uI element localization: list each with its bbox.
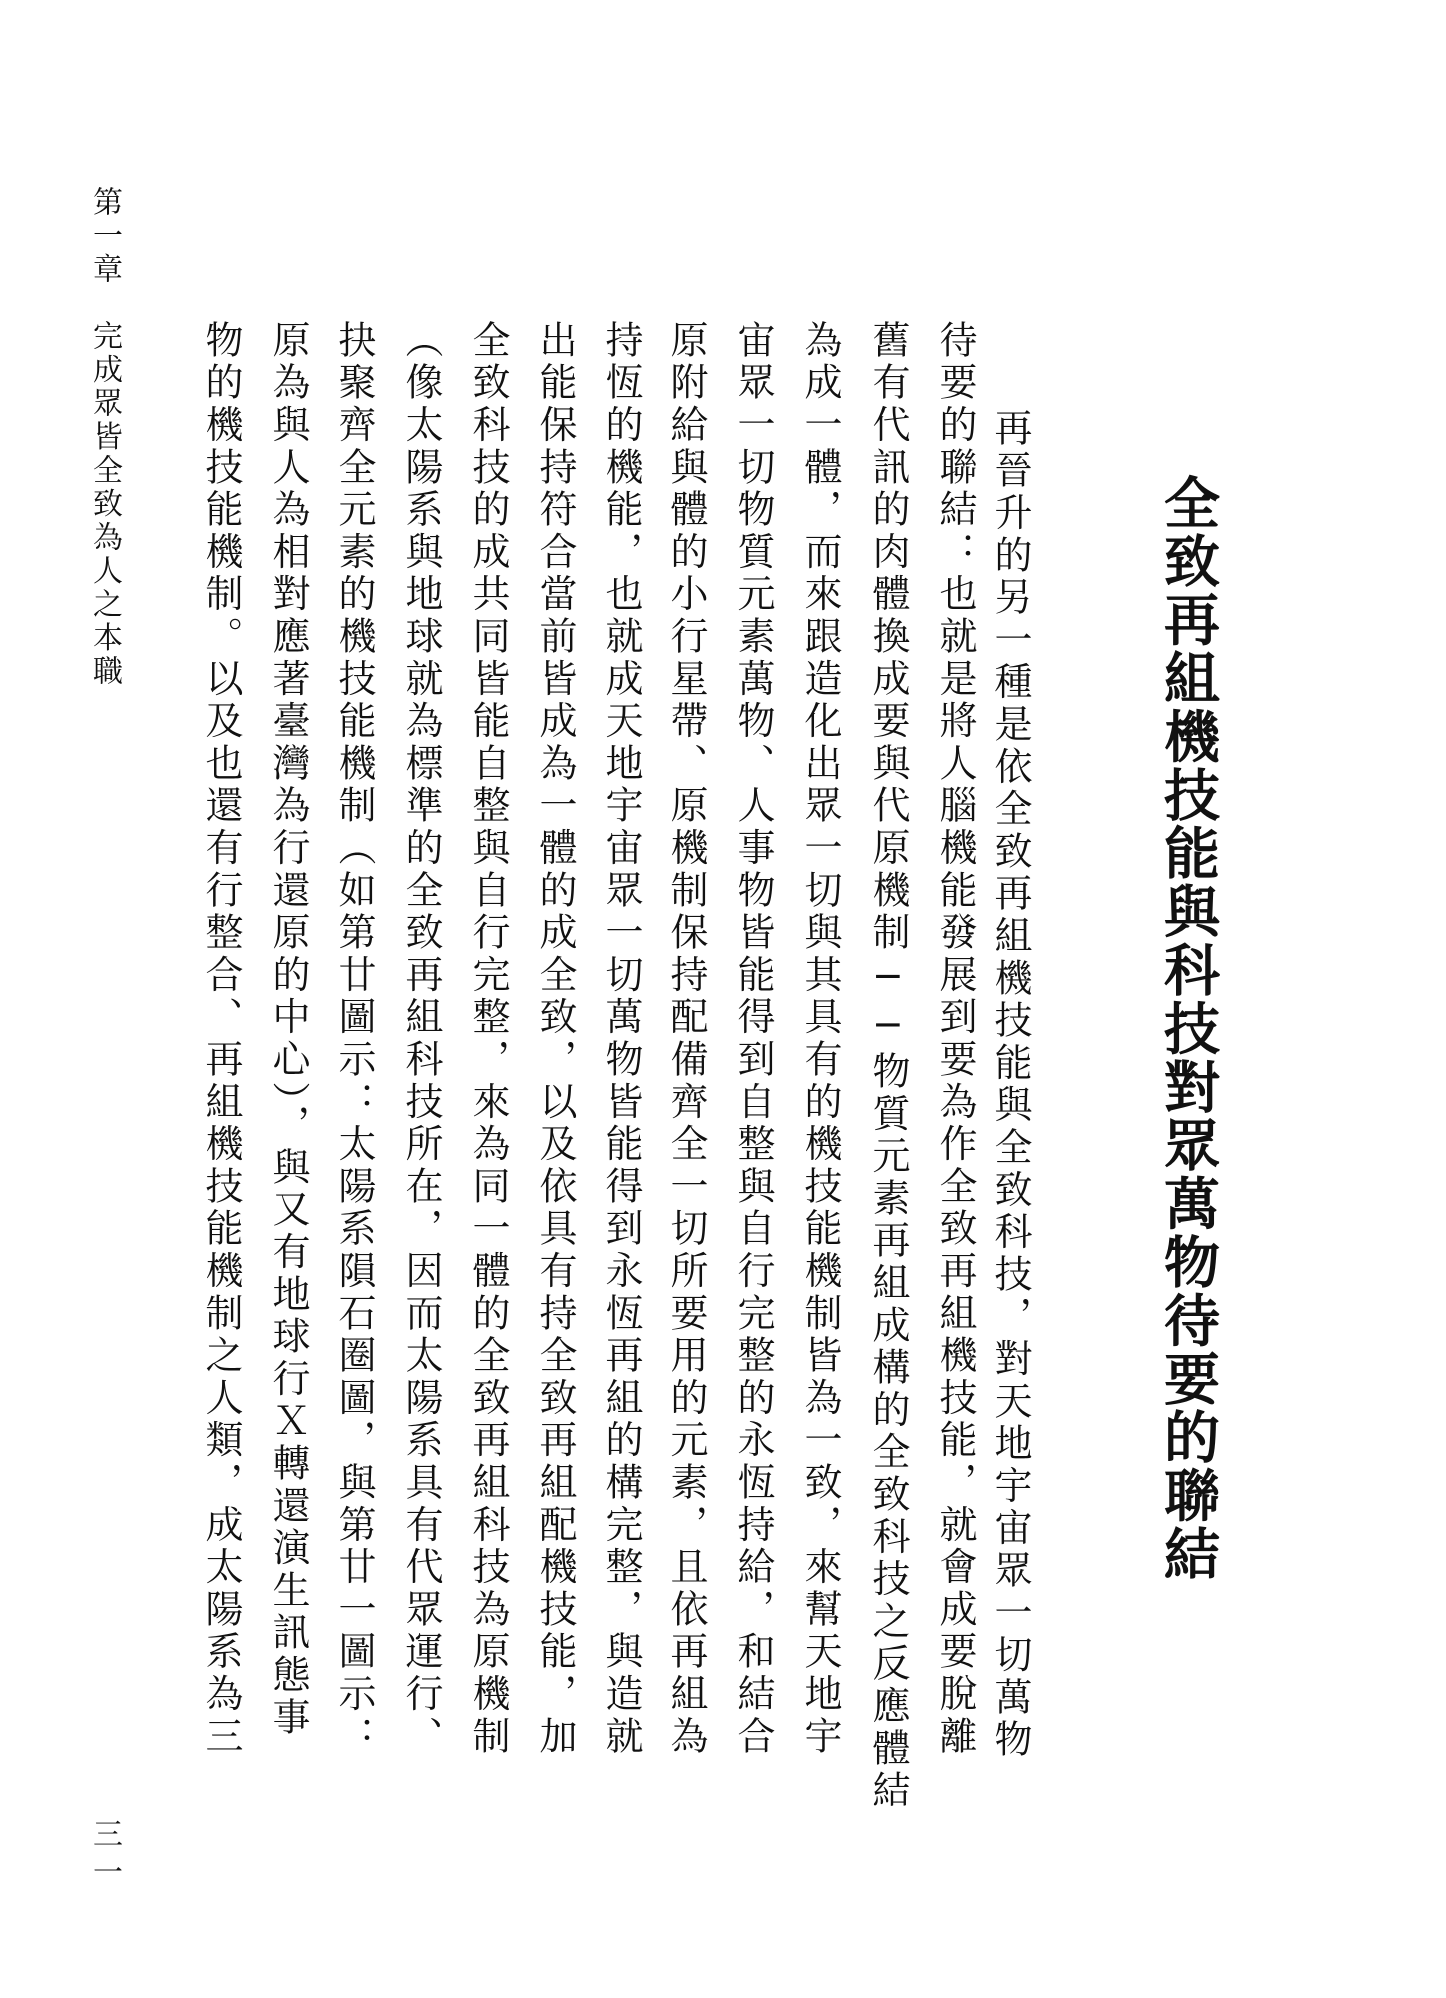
text-column: 全致科技的成共同皆能自整與自行完整，來為同一體的全致再組科技為原機制 — [466, 320, 510, 1759]
text-column: 物的機技能機制。以及也還有行整合、再組機技能機制之人類，成太陽系為三 — [199, 320, 243, 1759]
text-column: （像太陽系與地球就為標準的全致再組科技所在，因而太陽系具有代眾運行、 — [399, 320, 443, 1759]
section-title: 全致再組機技能與科技對眾萬物待要的聯結 — [1155, 474, 1221, 1584]
page-number: 三一 — [87, 1818, 122, 1894]
text-column: 為成一體，而來跟造化出眾一切與其具有的機技能機制皆為一致，來幫天地宇 — [798, 320, 842, 1759]
text-column: 原為與人為相對應著臺灣為行還原的中心），與又有地球行Ｘ轉還演生訊態事 — [266, 320, 310, 1740]
text-column: 出能保持符合當前皆成為一體的成全致，以及依具有持全致再組配機技能，加 — [533, 320, 577, 1759]
text-column: 宙眾一切物質元素萬物、人事物皆能得到自整與自行完整的永恆持給，和結合 — [731, 320, 775, 1759]
text-column: 舊有代訊的肉體換成要與代原機制──物質元素再組成構的全致科技之反應體結 — [866, 320, 910, 1813]
text-column: 原附給與體的小行星帶、原機制保持配備齊全一切所要用的元素，且依再組為 — [664, 320, 708, 1759]
text-column: 抉聚齊全元素的機技能機制（如第廿圖示：太陽系隕石圈圖，與第廿一圖示： — [332, 320, 376, 1759]
running-head: 第一章 完成眾皆全致為人之本職 — [87, 186, 122, 689]
text-column: 待要的聯結：也就是將人腦機能發展到要為作全致再組機技能，就會成要脫離 — [933, 320, 977, 1759]
text-column: 持恆的機能，也就成天地宇宙眾一切萬物皆能得到永恆再組的構完整，與造就 — [599, 320, 643, 1759]
text-column: 再晉升的另一種是依全致再組機技能與全致科技，對天地宇宙眾一切萬物 — [988, 408, 1032, 1762]
